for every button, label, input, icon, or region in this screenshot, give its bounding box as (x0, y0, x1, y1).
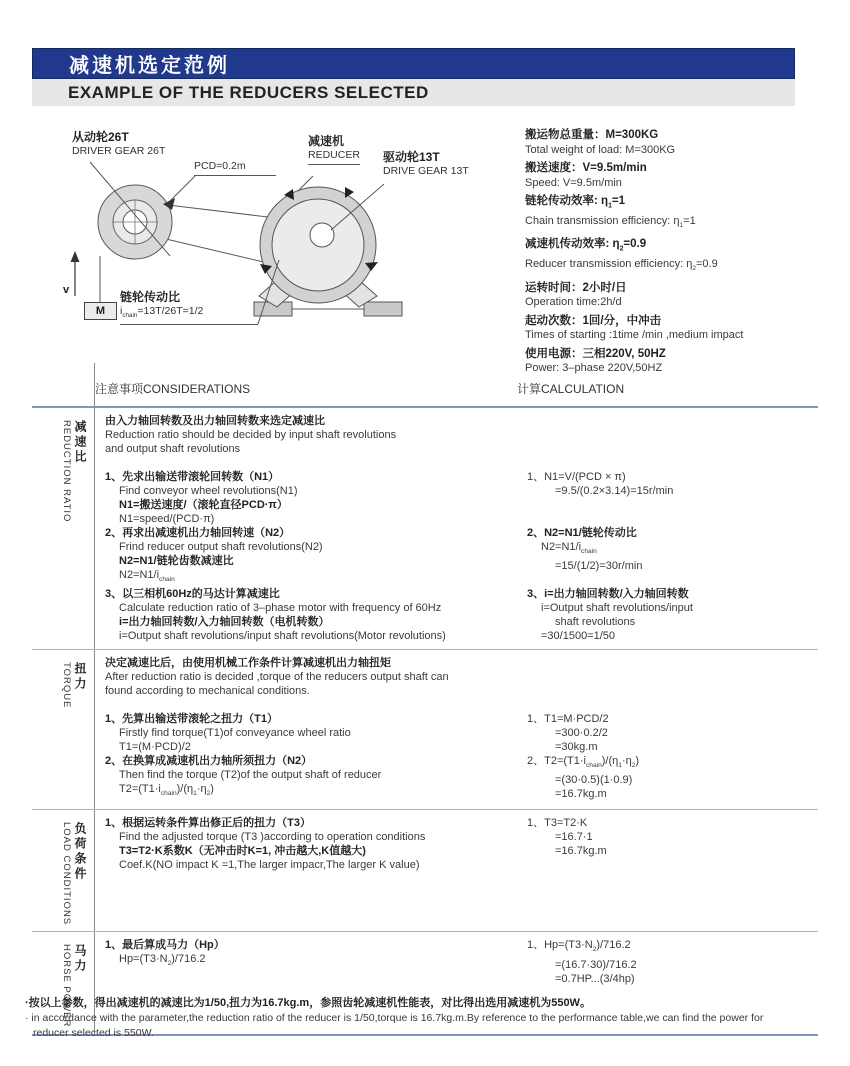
page-subtitle-bar (32, 79, 795, 106)
text-line: Calculate reduction ratio of 3–phase motor with frequency of 60Hz (119, 602, 442, 615)
text-line: =30/1500=1/50 (541, 630, 616, 643)
mass-box: M (84, 302, 117, 320)
chain-lines (166, 205, 272, 264)
text-line: Then find the torque (T2)of the output shaft of reducer (119, 769, 382, 782)
section-reduction-ratio (32, 408, 818, 650)
text-line: Reduction ratio should be decided by input shaft revolutions (105, 429, 397, 441)
text-line: T1=(M·PCD)/2 (119, 741, 191, 754)
text-line: 2、再求出减速机出力轴回转速（N2） (105, 527, 291, 539)
text-line: reducer selected is 550W. (33, 1027, 154, 1039)
text-line: Chain transmission efficiency: $\eta_1=1$ (525, 214, 696, 229)
driven-gear (98, 185, 172, 259)
text-line: =0.7HP...(3/4hp) (555, 972, 635, 985)
text-line: =(30·0.5)(1·0.9) (555, 774, 633, 787)
selection-table (32, 363, 818, 1036)
text-line: $Hp=(T3\cdot N_2)/716.2$ (119, 953, 206, 968)
text-line: · in accordance with the parameter,the reduction ratio of the reducer is 1/50,torque is 16.7kg.m.By reference to the performance table,we can find the power for (25, 1012, 764, 1024)
text-line: Find the adjusted torque (T3 )according to operation conditions (119, 831, 426, 844)
table-header-spacer (32, 363, 95, 406)
text-line (527, 656, 814, 670)
section-label-en: REDUCTION RATIO (61, 420, 72, 523)
reducer-assembly (254, 187, 402, 316)
text-line: 1、先算出输送带滚轮之扭力（T1） (105, 713, 278, 726)
text-line: 起动次数：1回/分，中冲击 (525, 314, 662, 327)
text-line: 搬运物总重量：M=300KG (525, 129, 659, 141)
text-line: After reduction ratio is decided ,torque of the reducers output shaft can (105, 671, 449, 684)
footnotes (25, 996, 837, 1041)
text-line: 3、i=出力轴回转数/入力轴回转数 (527, 588, 689, 601)
text-line: Total weight of load: M=300KG (525, 143, 676, 156)
section-label-zh: 马力 (73, 944, 87, 975)
text-line: 决定减速比后，由使用机械工作条件计算减速机出力轴扭矩 (105, 657, 391, 670)
text-line: 1、根据运转条件算出修正后的扭力（T3） (105, 817, 311, 830)
text-line: ·按以上参数，得出减速机的减速比为1/50,扭力为16.7kg.m，参照齿轮减速机性能表，对比得出选用减速机为550W。 (25, 997, 591, 1009)
column-header-considerations: 注意事项CONSIDERATIONS (95, 382, 251, 396)
text-line: =300·0.2/2 (555, 727, 608, 740)
section-label (32, 810, 95, 931)
text-line: 1、N1=V/(PCD × π) (527, 471, 626, 483)
reducer-label: 减速机 REDUCER (308, 134, 360, 165)
text-line: 1、先求出输送带滚轮回转数（N1） (105, 471, 280, 483)
section-torque (32, 650, 818, 810)
section-label-en: HORSE POWER (61, 944, 72, 1028)
page-title-bar (32, 48, 795, 79)
text-line: i=Output shaft revolutions/input (541, 602, 693, 615)
section-label (32, 650, 95, 809)
text-line (105, 698, 513, 712)
calculations-cell (517, 408, 818, 649)
calculations-cell (517, 810, 818, 931)
table-header-row (32, 363, 818, 408)
text-line: Find conveyor wheel revolutions(N1) (119, 485, 298, 497)
text-line: 1、$Hp=(T3\cdot N_2)/716.2$ (527, 939, 631, 954)
text-line: 由入力轴回转数及出力轴回转数来选定减速比 (105, 415, 325, 427)
text-line: 2、$T2=(T1\cdot i_{chain})/(\eta_1\cdot\eta_2)$ (527, 755, 640, 770)
considerations-cell (95, 408, 517, 649)
text-line: Operation time:2h/d (525, 296, 622, 309)
text-line: i=Output shaft revolutions/input shaft revolutions(Motor revolutions) (119, 630, 446, 643)
chain-ratio-label: 链轮传动比 $i_{chain}=13T/26T=1/2$ (120, 290, 258, 325)
text-line: $T2=(T1\cdot i_{chain})/(\eta_1\cdot\eta_2)$ (119, 783, 214, 798)
page-title: 减速机选定范例 (69, 55, 230, 77)
text-line: shaft revolutions (555, 616, 636, 629)
text-line (527, 698, 814, 712)
text-line: =30kg.m (555, 741, 598, 754)
text-line (527, 456, 814, 470)
text-line: 1、最后算成马力（Hp） (105, 939, 225, 952)
considerations-cell (95, 650, 517, 809)
text-line: Power: 3–phase 220V,50HZ (525, 362, 663, 375)
text-line: found according to mechanical conditions. (105, 685, 310, 698)
text-line: Frind reducer output shaft revolutions(N2) (119, 541, 323, 553)
section-label-zh: 负荷条件 (73, 822, 87, 883)
text-line: =15/(1/2)=30r/min (555, 560, 643, 573)
section-label-zh: 扭力 (73, 662, 87, 693)
pcd-label: PCD=0.2m (194, 160, 276, 176)
text-line: $N2=N1/i_{chain}$ (541, 541, 597, 556)
text-line: Times of starting :1time /min ,medium impact (525, 329, 744, 342)
text-line: i=出力轴回转数/入力轴回转数（电机转数） (119, 616, 330, 629)
text-line: 1、T3=T2·K (527, 817, 588, 830)
velocity-label: v (63, 284, 70, 296)
section-label (32, 408, 95, 649)
text-line: T3=T2·K系数K（无冲击时K=1, 冲击越大,K值越大) (119, 845, 366, 858)
text-line: 搬送速度：V=9.5m/min (525, 162, 647, 174)
text-line: N1=speed/(PCD·π) (119, 513, 215, 525)
text-line (105, 456, 513, 470)
text-line (527, 512, 814, 526)
considerations-cell (95, 810, 517, 931)
text-line (527, 684, 814, 698)
text-line: =16.7·1 (555, 831, 593, 844)
text-line: 减速机传动效率: $\eta_2=0.9$ (525, 238, 647, 253)
section-label-en: TORQUE (61, 662, 72, 709)
text-line (527, 498, 814, 512)
text-line: 使用电源：三相220V, 50HZ (525, 347, 666, 360)
text-line (527, 573, 814, 587)
text-line: N1=搬送速度/（滚轮直径PCD·π） (119, 499, 288, 511)
drive-gear-label: 驱动轮13T DRIVE GEAR 13T (383, 150, 469, 177)
calculations-cell (517, 650, 818, 809)
text-line (527, 428, 814, 442)
text-line: 3、以三相机60Hz的马达计算减速比 (105, 588, 280, 601)
section-label-en: LOAD CONDITIONS (61, 822, 72, 926)
section-label-zh: 减速比 (73, 420, 87, 465)
velocity-arrow (71, 251, 80, 296)
text-line (527, 670, 814, 684)
section-load-conditions (32, 810, 818, 932)
reducer-diagram (32, 118, 524, 364)
text-line (527, 442, 814, 456)
text-line: 链轮传动效率: $\eta_1=1$ (525, 195, 626, 210)
text-line: 2、在换算成减速机出力轴所须扭力（N2） (105, 755, 313, 768)
driven-gear-label: 从动轮26T DRIVER GEAR 26T (72, 130, 166, 157)
text-line: =16.7kg.m (555, 845, 607, 858)
text-line: 运转时间：2小时/日 (525, 281, 627, 294)
text-line: =(16.7·30)/716.2 (555, 958, 637, 971)
text-line: and output shaft revolutions (105, 443, 241, 455)
text-line: =16.7kg.m (555, 788, 607, 801)
text-line: =9.5/(0.2×3.14)=15r/min (555, 485, 674, 497)
text-line: $N2=N1/i_{chain}$ (119, 569, 175, 584)
text-line: 2、N2=N1/链轮传动比 (527, 527, 637, 539)
text-line: Firstly find torque(T1)of conveyance wheel ratio (119, 727, 351, 740)
text-line: Speed: V=9.5m/min (525, 176, 622, 189)
page-subtitle: EXAMPLE OF THE REDUCERS SELECTED (68, 82, 429, 102)
text-line: Coef.K(NO impact K =1,The larger impacr,The larger K value) (119, 859, 420, 872)
text-line (527, 414, 814, 428)
text-line: N2=N1/链轮齿数减速比 (119, 555, 234, 567)
text-line: 1、T1=M·PCD/2 (527, 713, 609, 726)
specifications-list (525, 124, 840, 376)
column-header-calculation: 计算CALCULATION (517, 382, 625, 396)
text-line: Reducer transmission efficiency: $\eta_2=0.9$ (525, 258, 718, 273)
